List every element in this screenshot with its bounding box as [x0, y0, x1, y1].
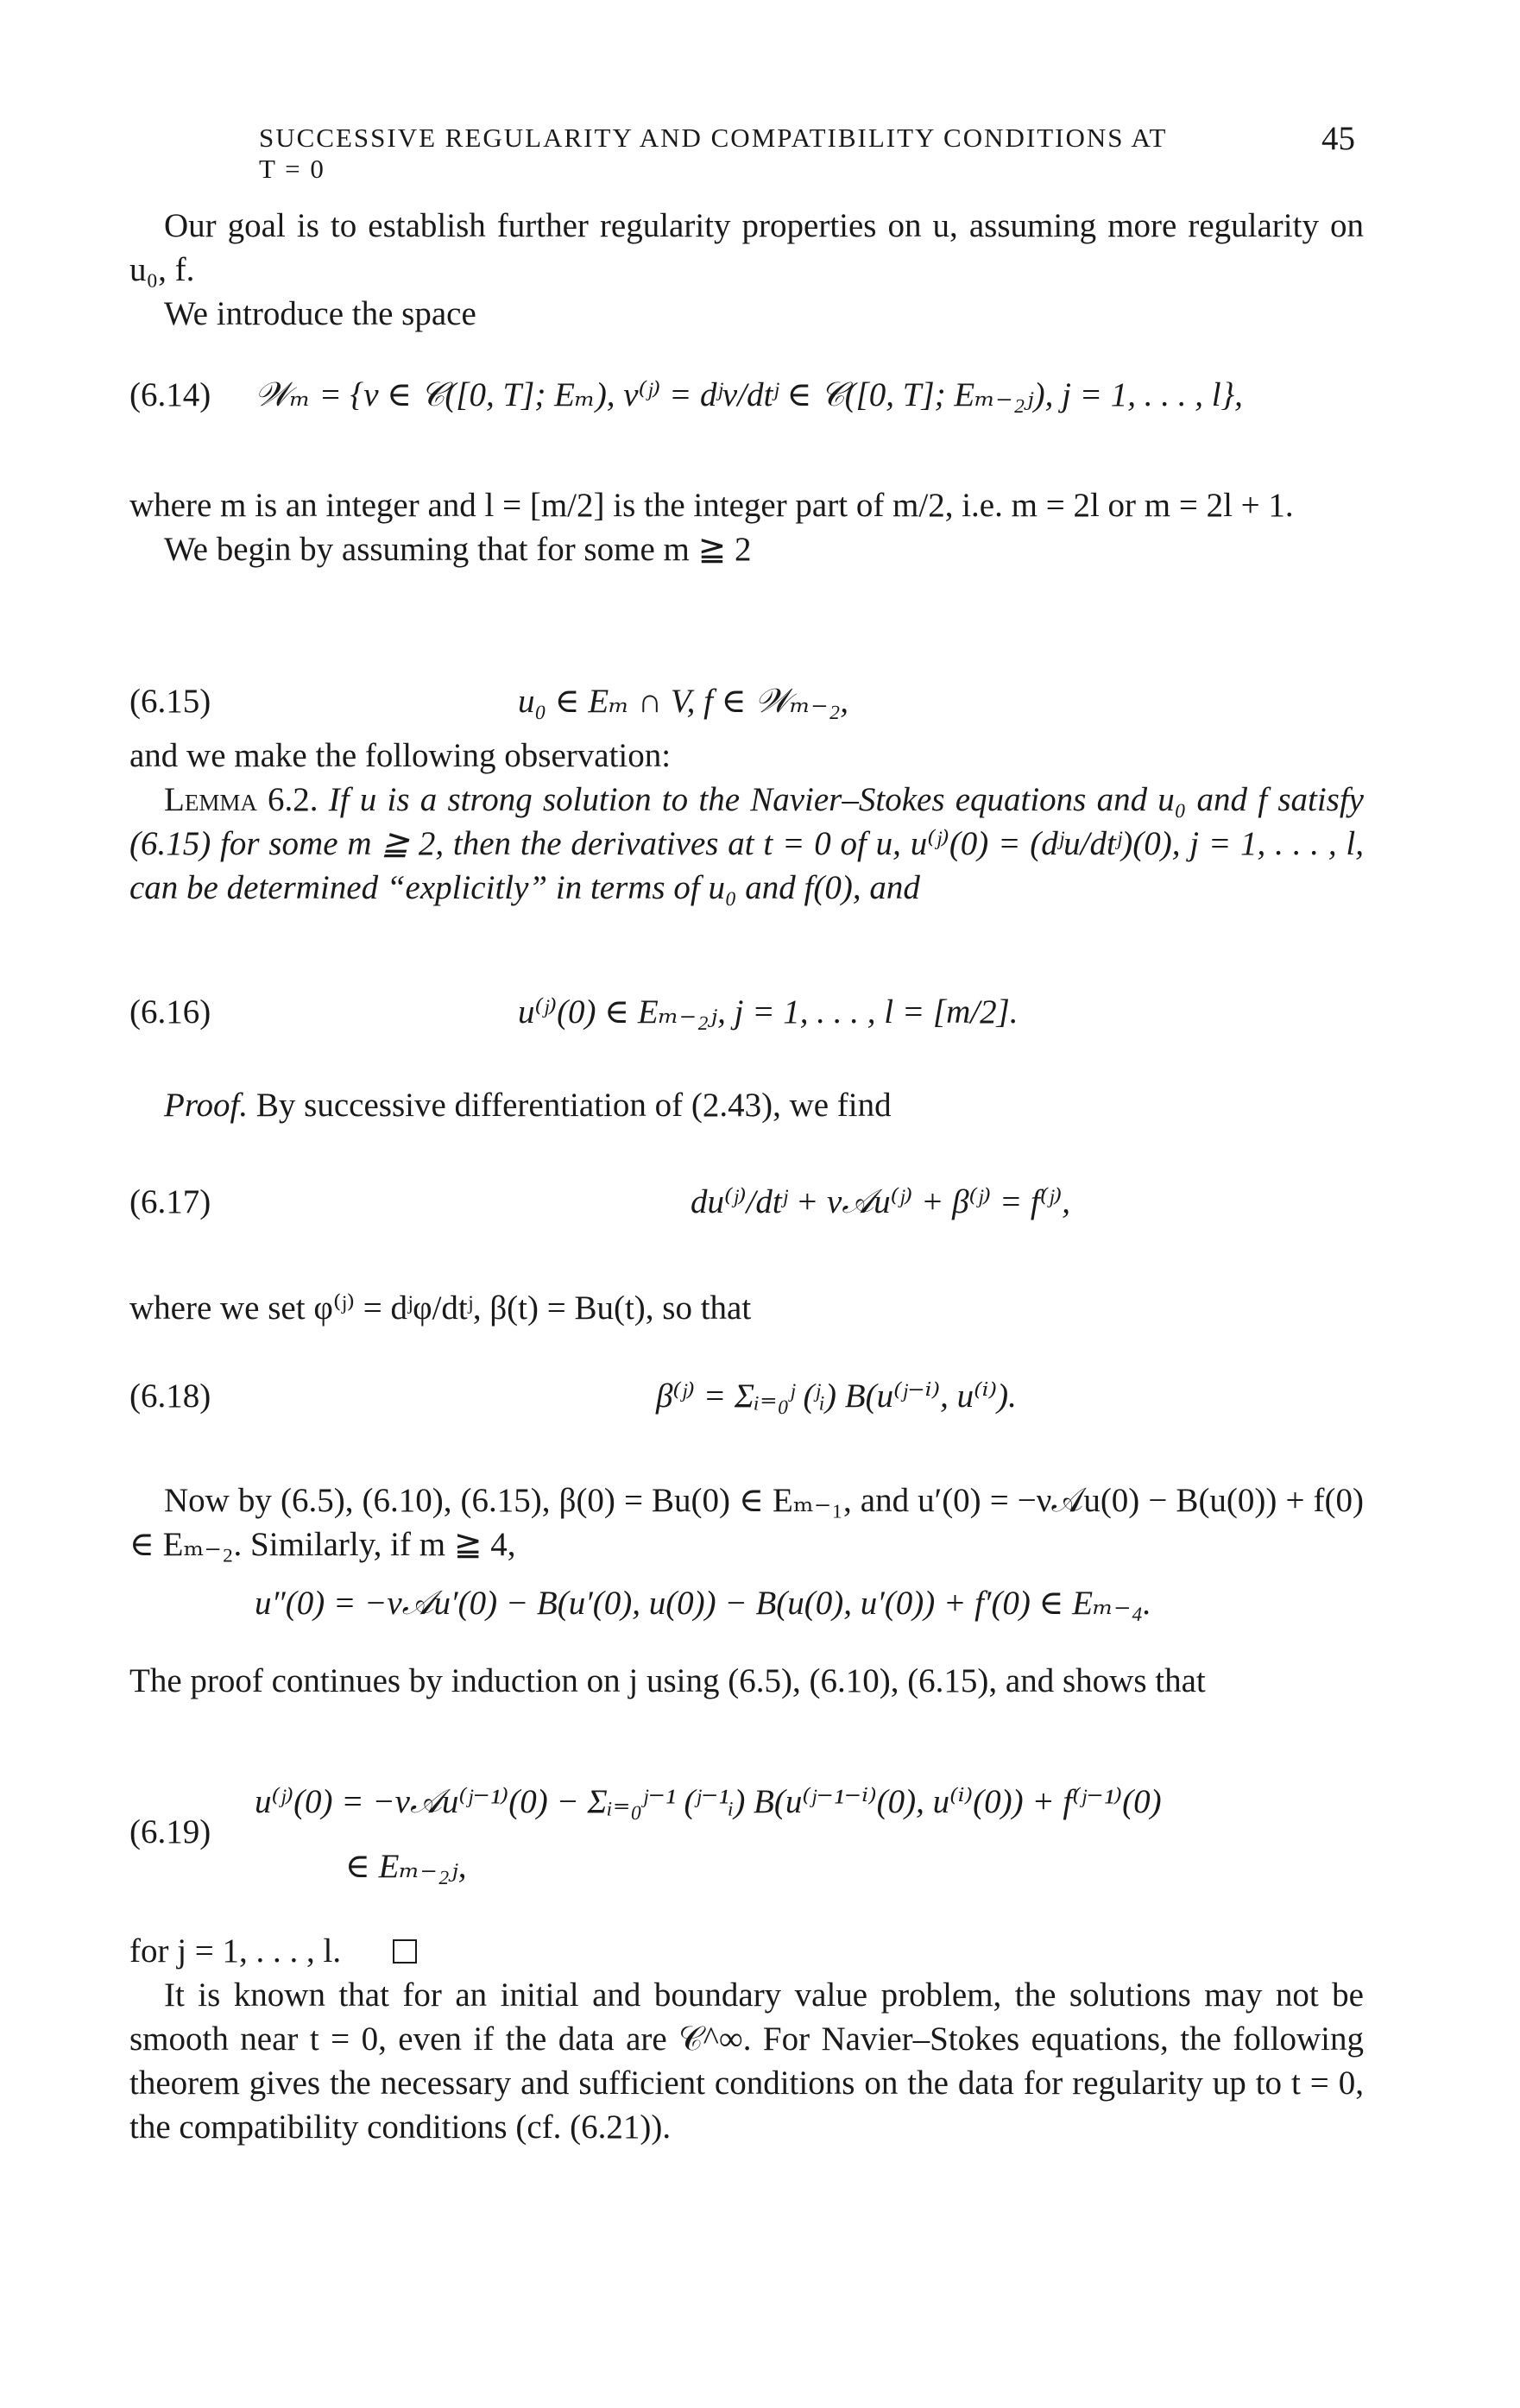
proof-start [129, 1083, 1364, 1127]
text-block-phi [129, 1286, 1364, 1330]
proof-range: for j = 1, . . . , l. [129, 1932, 342, 1970]
equation-number: (6.15) [129, 683, 211, 720]
equation-number: (6.16) [129, 993, 211, 1031]
equation-number: (6.14) [129, 376, 211, 413]
page-number: 45 [1321, 120, 1355, 157]
lemma-label: Lemma 6.2. [164, 781, 319, 818]
paragraph-integer-part: where m is an integer and l = [m/2] is the integer part of m/2, i.e. m = 2l or m = 2l + 1. [129, 487, 1294, 524]
text-block-now [129, 1478, 1364, 1566]
proof-paragraph [129, 1083, 1364, 1127]
equation-6-14 [129, 375, 1364, 427]
text-block-integer [129, 483, 1364, 571]
equation-body-line-1: u⁽ʲ⁾(0) = −ν𝒜u⁽ʲ⁻¹⁾(0) − Σᵢ₌₀ʲ⁻¹ (ʲ⁻¹ᵢ) B(u⁽ʲ⁻¹⁻ⁱ⁾(0), u⁽ⁱ⁾(0)) + f⁽ʲ⁻¹⁾(0) [255, 1783, 1162, 1820]
paragraph-definitions: where we set φ⁽ʲ⁾ = dʲφ/dtʲ, β(t) = Bu(t), so that [129, 1289, 752, 1327]
paragraph-now-by: Now by (6.5), (6.10), (6.15), β(0) = Bu(0) ∈ Eₘ₋₁, and u′(0) = −ν𝒜u(0) − B(u(0)) + f(0) ∈ Eₘ₋₂. Similarly, if m ≧ 4, [129, 1482, 1364, 1563]
equation-body: u⁽ʲ⁾(0) ∈ Eₘ₋₂ⱼ, j = 1, . . . , l = [m/2]. [518, 993, 1019, 1031]
paragraph-for-j [129, 1929, 1364, 1973]
text-block-induction [129, 1659, 1364, 1703]
qed-box-icon [393, 1939, 417, 1964]
equation-6-17 [129, 1182, 1364, 1234]
paragraph-compatibility: It is known that for an initial and boundary value problem, the solutions may not be smooth near t = 0, even if the data are 𝒞^∞. For Navier–Stokes equations, the following theorem gives the necessary and sufficient conditions on the data for regularity up to t = 0, the compatibility conditions (cf. (6.21)). [129, 1976, 1364, 2146]
equation-body: β⁽ʲ⁾ = Σᵢ₌₀ʲ (ʲᵢ) B(u⁽ʲ⁻ⁱ⁾, u⁽ⁱ⁾). [656, 1377, 1017, 1415]
equation-number: (6.18) [129, 1377, 211, 1415]
intro-block [129, 204, 1364, 336]
paragraph-goal: Our goal is to establish further regularity properties on u, assuming more regularity on u₀, f. [129, 207, 1364, 288]
text-block-end-proof [129, 1929, 1364, 2149]
proof-label: Proof. [164, 1087, 249, 1124]
paragraph-observation: and we make the following observation: [129, 737, 672, 774]
lemma-6-2 [129, 778, 1364, 910]
equation-number: (6.17) [129, 1183, 211, 1220]
proof-text: By successive differentiation of (2.43), we find [255, 1087, 892, 1124]
equation-6-15 [129, 682, 1364, 734]
equation-body: u₀ ∈ Eₘ ∩ V, f ∈ 𝒲ₘ₋₂, [518, 683, 849, 720]
equation-6-18 [129, 1377, 1364, 1428]
equation-body: 𝒲ₘ = {v ∈ 𝒞([0, T]; Eₘ), v⁽ʲ⁾ = dʲv/dtʲ ∈ 𝒞([0, T]; Eₘ₋₂ⱼ), j = 1, . . . , l}, [255, 376, 1243, 413]
equation-body-line-2: ∈ Eₘ₋₂ⱼ, [345, 1848, 467, 1885]
equation-number: (6.19) [129, 1813, 211, 1850]
paragraph-introduce-space: We introduce the space [164, 295, 476, 332]
page-header [129, 112, 1355, 184]
running-head: SUCCESSIVE REGULARITY AND COMPATIBILITY CONDITIONS AT T = 0 [259, 123, 1167, 184]
lemma-statement: If u is a strong solution to the Navier–Stokes equations and u₀ and f satisfy (6.15) for some m ≧ 2, then the derivatives at t = 0 of u, u⁽ʲ⁾(0) = (dʲu/dtʲ)(0), j = 1, . . . , l, can be determined “explicitly” in terms of u₀ and f(0), and [129, 781, 1364, 906]
equation-body: du⁽ʲ⁾/dtʲ + ν𝒜u⁽ʲ⁾ + β⁽ʲ⁾ = f⁽ʲ⁾, [691, 1183, 1071, 1220]
lemma-block [129, 734, 1364, 910]
paragraph-induction: The proof continues by induction on j using (6.5), (6.10), (6.15), and shows that [129, 1662, 1206, 1699]
equation-6-19 [129, 1782, 1364, 1894]
equation-6-16 [129, 993, 1364, 1044]
equation-body: u″(0) = −ν𝒜u′(0) − B(u′(0), u(0)) − B(u(0), u′(0)) + f′(0) ∈ Eₘ₋₄. [255, 1585, 1151, 1622]
paragraph-assumption: We begin by assuming that for some m ≧ 2 [164, 531, 752, 568]
equation-second-derivative [129, 1584, 1364, 1636]
